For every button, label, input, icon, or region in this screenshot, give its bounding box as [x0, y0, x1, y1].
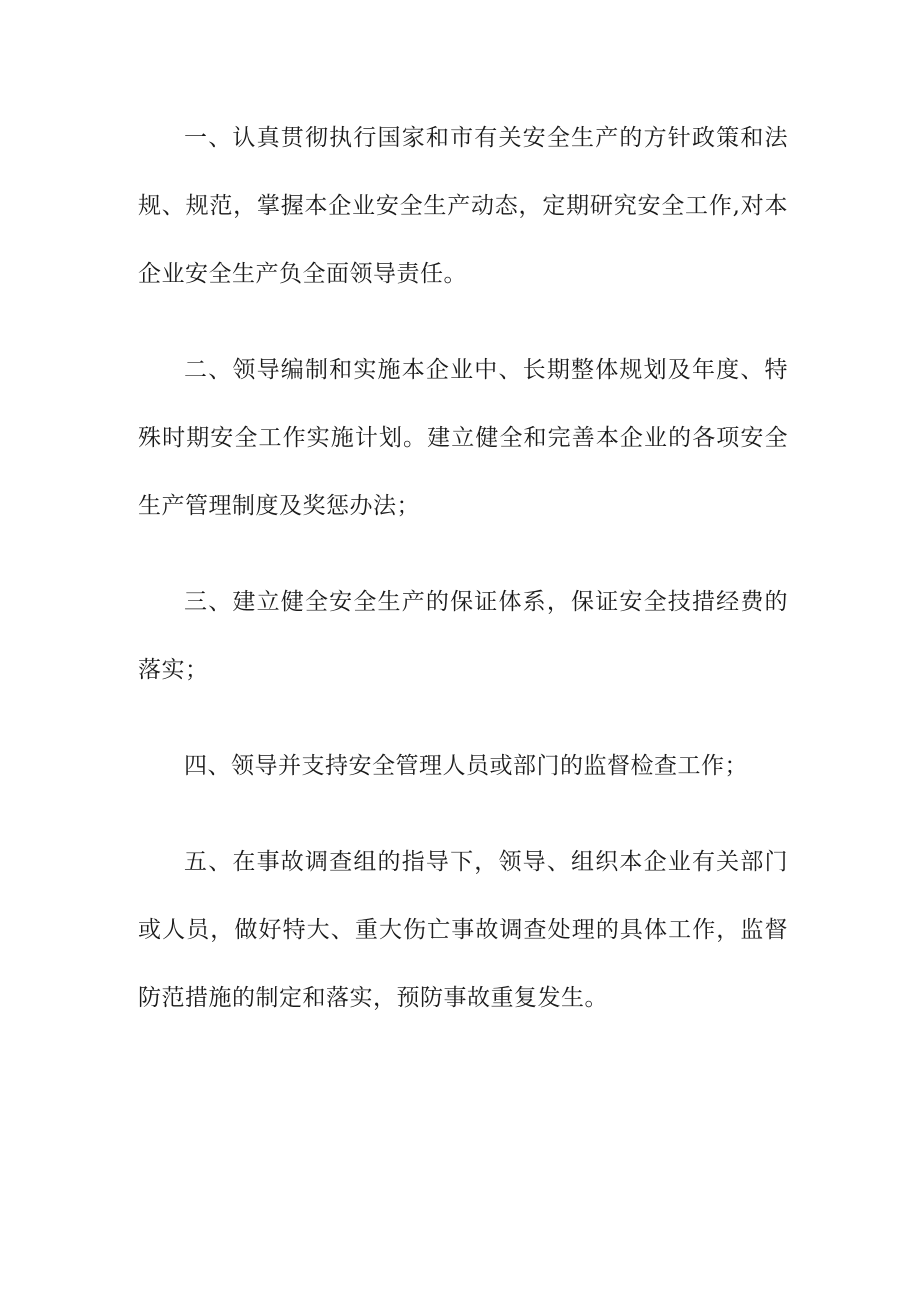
paragraph-5: 五、在事故调查组的指导下，领导、组织本企业有关部门或人员，做好特大、重大伤亡事故调查处理的具体工作，监督防范措施的制定和落实，预防事故重复发生。	[138, 849, 788, 1011]
paragraph-3: 三、建立健全安全生产的保证体系，保证安全技措经费的落实；	[138, 589, 788, 683]
document-body	[138, 104, 788, 1060]
paragraph-4: 四、领导并支持安全管理人员或部门的监督检查工作；	[184, 753, 748, 779]
paragraph-2: 二、领导编制和实施本企业中、长期整体规划及年度、特殊时期安全工作实施计划。建立健全和完善本企业的各项安全生产管理制度及奖惩办法；	[138, 357, 788, 519]
paragraph-1: 一、认真贯彻执行国家和市有关安全生产的方针政策和法规、规范，掌握本企业安全生产动态，定期研究安全工作,对本企业安全生产负全面领导责任。	[138, 125, 788, 287]
